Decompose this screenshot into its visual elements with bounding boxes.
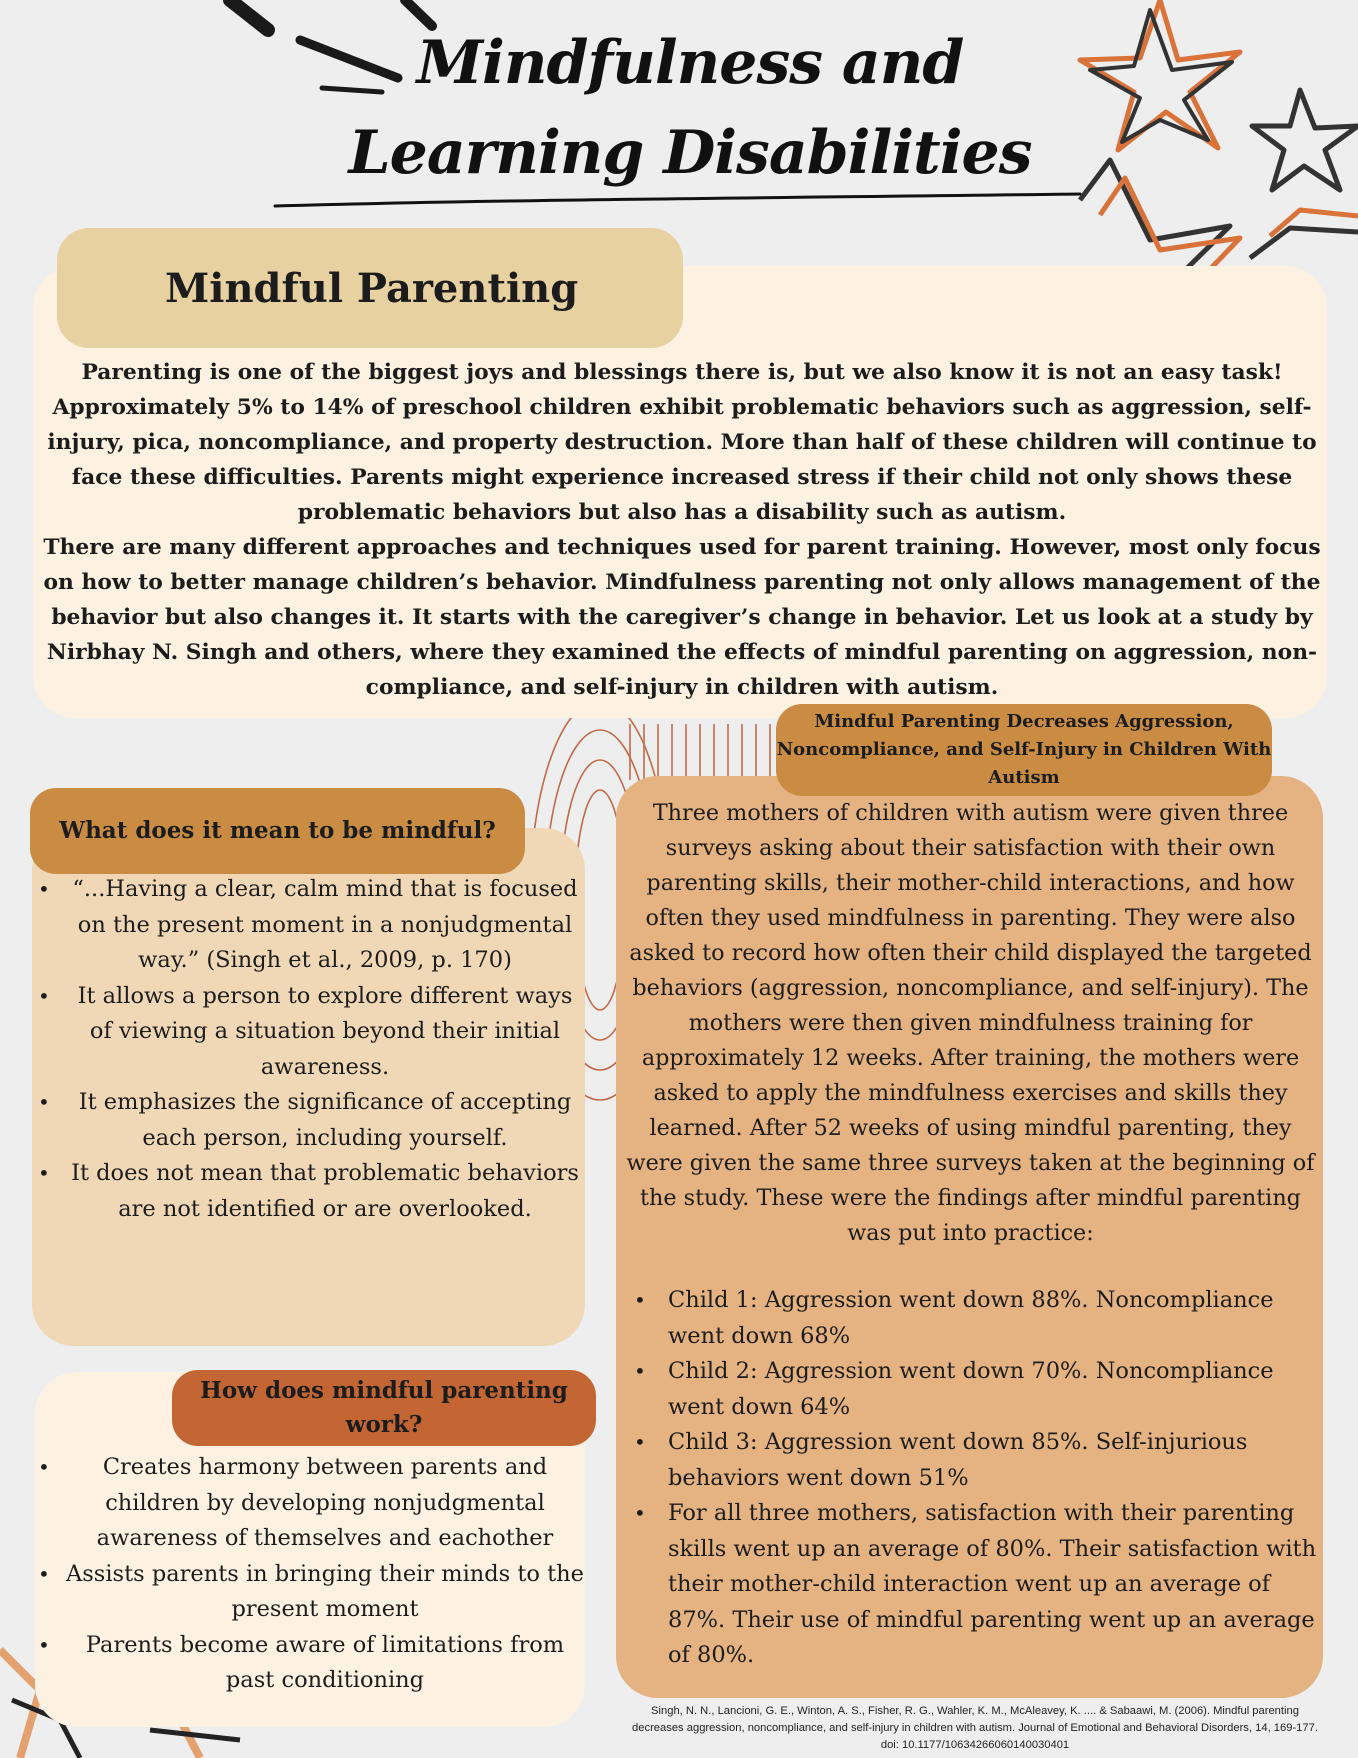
list-item: • Child 3: Aggression went down 85%. Self-injurious behaviors went down 51% xyxy=(630,1425,1320,1496)
list-item: • Child 1: Aggression went down 88%. Noncompliance went down 68% xyxy=(630,1283,1320,1354)
list-item: • For all three mothers, satisfaction with their parenting skills went up an average of 80%. Their satisfaction with their mother-child interaction went up an average of 87%. Their use of mindful parenting went up an average of 80%. xyxy=(630,1496,1320,1674)
bullet-icon: • xyxy=(38,877,50,901)
study-heading: Mindful Parenting Decreases Aggression, Noncompliance, and Self-Injury in Children With Autism xyxy=(776,704,1272,796)
bullet-icon: • xyxy=(634,1501,646,1525)
bullet-icon: • xyxy=(38,1561,50,1586)
how-list xyxy=(36,1450,584,1699)
page-title-line2: Learning Disabilities xyxy=(348,118,1032,188)
intro-heading: Mindful Parenting xyxy=(57,228,683,348)
intro-paragraph-2: There are many different approaches and techniques used for parent training. However, most only focus on how to better manage children’s behavior. Mindfulness parenting not only allows management of the behavior but also changes it. It starts with the caregiver’s change in behavior. Let us look at a study by Nirbhay N. Singh and others, where they examined the effects of mindful parenting on aggression, non-compliance, and self-injury in children with autism. xyxy=(43,535,1321,700)
study-body: Three mothers of children with autism were given three surveys asking about their satisfaction with their own parenting skills, their mother-child interactions, and how often they used mindfulness in parenting. They were also asked to record how often their child displayed the targeted behaviors (aggression, noncompliance, and self-injury). The mothers were then given mindfulness training for approximately 12 weeks. After training, the mothers were asked to apply the mindfulness exercises and skills they learned. After 52 weeks of using mindful parenting, they were given the same three surveys taken at the beginning of the study. These were the findings after mindful parenting was put into practice: xyxy=(626,800,1315,1246)
intro-text xyxy=(37,355,1327,705)
intro-paragraph-1: Parenting is one of the biggest joys and blessings there is, but we also know it is not an easy task! Approximately 5% to 14% of preschool children exhibit problematic behaviors such as aggression, self-injury, pica, noncompliance, and property destruction. More than half of these children will continue to face these difficulties. Parents might experience increased stress if their child not only shows these problematic behaviors but also has a disability such as autism. xyxy=(47,360,1317,525)
how-heading: How does mindful parenting work? xyxy=(172,1370,596,1446)
list-item: • It does not mean that problematic behaviors are not identified or are overlooked. xyxy=(36,1156,584,1227)
list-item: • It allows a person to explore different ways of viewing a situation beyond their initial awareness. xyxy=(36,979,584,1086)
page-title-line1: Mindfulness and xyxy=(416,28,964,98)
bullet-icon: • xyxy=(634,1359,646,1383)
mindful-heading: What does it mean to be mindful? xyxy=(30,788,525,874)
list-item: • Child 2: Aggression went down 70%. Noncompliance went down 64% xyxy=(630,1354,1320,1425)
list-item: • Assists parents in bringing their minds to the present moment xyxy=(36,1557,584,1628)
citation: Singh, N. N., Lancioni, G. E., Winton, A. S., Fisher, R. G., Wahler, K. M., McAleavey, K. .... & Sabaawi, M. (2006). Mindful parenting decreases aggression, noncompliance, and self-injury in children with autism. Journal of Emotional and Behavioral Disorders, 14, 169-177. doi: 10.1177/10634266060140030401 xyxy=(632,1705,1318,1751)
list-item: • Parents become aware of limitations from past conditioning xyxy=(36,1628,584,1699)
bullet-icon: • xyxy=(634,1288,646,1312)
bullet-icon: • xyxy=(634,1430,646,1454)
bullet-icon: • xyxy=(38,983,50,1008)
bullet-icon: • xyxy=(38,1090,50,1114)
study-findings-list xyxy=(630,1283,1320,1674)
bullet-icon: • xyxy=(38,1161,50,1185)
title-underline xyxy=(275,194,1080,206)
bullet-icon: • xyxy=(38,1455,50,1479)
mindful-list xyxy=(36,872,584,1227)
list-item: • “...Having a clear, calm mind that is focused on the present moment in a nonjudgmental way.” (Singh et al., 2009, p. 170) xyxy=(36,872,584,979)
list-item: • Creates harmony between parents and children by developing nonjudgmental awareness of themselves and eachother xyxy=(36,1450,584,1557)
list-item: • It emphasizes the significance of accepting each person, including yourself. xyxy=(36,1085,584,1156)
bullet-icon: • xyxy=(38,1632,50,1657)
